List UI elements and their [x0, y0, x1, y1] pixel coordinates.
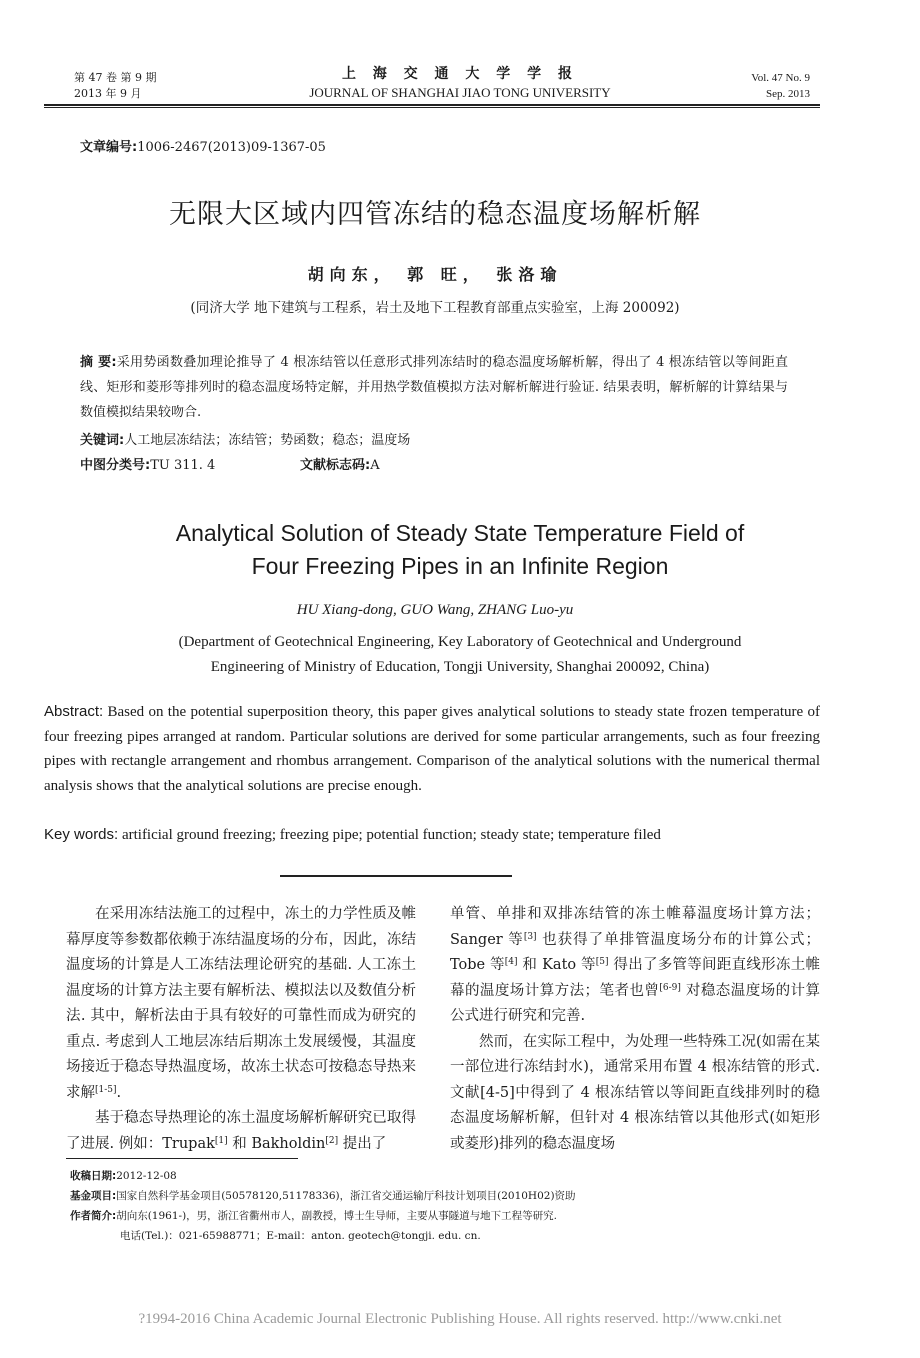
date-line: Sep. 2013 — [766, 88, 810, 100]
keywords-cn-text: 人工地层冻结法；冻结管；势函数；稳态；温度场 — [124, 433, 411, 448]
paper-title-en-line1: Analytical Solution of Steady State Temperature Field of — [175, 520, 745, 546]
citation: [3] — [523, 931, 537, 942]
received-label: 收稿日期: — [70, 1170, 117, 1182]
abstract-cn — [80, 350, 788, 425]
journal-issue-en — [751, 70, 810, 102]
article-number — [80, 136, 326, 155]
body-text: 对稳态温度场的计算公式进行研究和完善. — [450, 982, 821, 1024]
footnote-fund — [70, 1186, 820, 1206]
abstract-en-label: Abstract: — [44, 703, 104, 720]
body-text: 单管、单排和双排冻结管的冻土帷幕温度场计算方法；Sanger 等 — [450, 906, 820, 948]
citation: [1-5] — [95, 1084, 117, 1095]
keywords-cn — [80, 430, 788, 452]
fund-value: 国家自然科学基金项目(50578120,51178336)，浙江省交通运输厅科技计划项目(2010H02)资助 — [116, 1190, 576, 1202]
body-paragraph: 然而，在实际工程中，为处理一些特殊工况(如需在某一部位进行冻结封水)，通常采用布置 4 根冻结管的形式. 文献[4-5]中得到了 4 根冻结管以等间距直线排列时的稳态温度场解析解，但针对 4 根冻结管以其他形式(如矩形或菱形)排列的稳态温度场 — [450, 1033, 820, 1152]
citation: [2] — [325, 1135, 339, 1146]
body-text: 和 Kato 等 — [517, 957, 596, 973]
body-text: 得出了多管等间距直线形冻土帷幕的温度场计算方法；笔者也曾 — [450, 957, 820, 999]
body-text: . — [116, 1084, 122, 1101]
body-paragraph — [450, 902, 820, 1030]
keywords-en — [44, 826, 820, 844]
journal-issue-cn — [74, 70, 156, 102]
authors-cn: 胡向东， 郭 旺， 张洛瑜 — [307, 265, 563, 284]
keywords-en-label: Key words: — [44, 826, 119, 843]
author-bio-label: 作者简介: — [70, 1210, 117, 1222]
clc-label: 中图分类号: — [80, 458, 151, 473]
journal-title — [230, 64, 690, 101]
section-divider — [280, 875, 512, 877]
article-number-value: 1006-2467(2013)09-1367-05 — [137, 140, 326, 155]
citation: [4] — [504, 957, 518, 967]
issue-line-2: 2013 年 9 月 — [74, 87, 142, 100]
copyright-watermark: ?1994-2016 China Academic Journal Electronic Publishing House. All rights reserved. http://www.cnki.net — [138, 1311, 782, 1327]
affiliation-en — [0, 630, 920, 680]
abstract-en — [44, 700, 820, 798]
abstract-en-text: Based on the potential superposition theory, this paper gives analytical solutions to steady state frozen temperature of four freezing pipes arranged at random. Particular solutions are derived for some particular arrangements, such as four freezing pipes with rectangle arrangement and rhombus arrangement. Comparison of the analytical solutions with the numerical thermal analysis shows that the analytical solutions are precise enough. — [44, 704, 821, 794]
body-text: 也获得了单排管温度场分布的计算公式；Tobe 等 — [450, 931, 821, 973]
body-paragraph — [66, 1106, 416, 1157]
classification-row — [80, 455, 788, 477]
body-text: 和 Bakholdin — [227, 1135, 326, 1152]
paper-title-cn: 无限大区域内四管冻结的稳态温度场解析解 — [169, 199, 701, 230]
volume-line: Vol. 47 No. 9 — [751, 72, 810, 84]
header-rule — [44, 104, 820, 106]
authors-en: HU Xiang-dong, GUO Wang, ZHANG Luo-yu — [296, 602, 574, 618]
body-text: 在采用冻结法施工的过程中，冻土的力学性质及帷幕厚度等参数都依赖于冻结温度场的分布，因此，冻结温度场的计算是人工冻结法理论研究的基础. 人工冻土温度场的计算方法主要有解析法、模拟法以及数值分析法. 其中，解析法由于具有较好的可靠性而成为研究的重点. 考虑到人工地层冻结后期冻土发展缓慢，其温度场接近于稳态导热温度场，故冻土状态可按稳态导热来求解 — [66, 906, 416, 1101]
footnote-received — [70, 1166, 820, 1186]
paper-title-en-line2: Four Freezing Pipes in an Infinite Region — [251, 553, 669, 579]
journal-title-cn: 上 海 交 通 大 学 学 报 — [341, 66, 579, 82]
abstract-cn-text: 采用势函数叠加理论推导了 4 根冻结管以任意形式排列冻结时的稳态温度场解析解，得出了 4 根冻结管以等间距直线、矩形和菱形等排列时的稳态温度场特定解，并用热学数值模拟方法对解析解进行验证. 结果表明，解析解的计算结果与数值模拟结果较吻合. — [80, 355, 788, 420]
body-column-right — [450, 902, 820, 1157]
footnote-contact: 电话(Tel.)：021-65988771；E-mail：anton. geotech@tongji. edu. cn. — [120, 1230, 481, 1242]
keywords-cn-label: 关键词: — [80, 433, 125, 448]
citation: [5] — [595, 957, 609, 967]
citation: [6-9] — [659, 982, 681, 993]
affiliation-cn: (同济大学 地下建筑与工程系，岩土及地下工程教育部重点实验室，上海 200092) — [190, 300, 680, 316]
clc-value: TU 311. 4 — [150, 458, 216, 473]
header-rule-thin — [44, 107, 820, 108]
article-number-label: 文章编号: — [80, 140, 138, 155]
footnote-rule — [66, 1158, 298, 1159]
body-text: 基于稳态导热理论的冻土温度场解析解研究已取得了进展. 例如：Trupak — [66, 1110, 416, 1152]
abstract-cn-label: 摘 要: — [80, 355, 117, 370]
paper-title-en — [0, 517, 920, 583]
issue-line-1: 第 47 卷 第 9 期 — [74, 71, 157, 84]
doc-code-value: A — [370, 458, 380, 473]
fund-label: 基金项目: — [70, 1190, 117, 1202]
footnote-author — [70, 1206, 820, 1226]
footnotes — [70, 1166, 820, 1246]
affiliation-en-line2: Engineering of Ministry of Education, Tongji University, Shanghai 200092, China) — [210, 659, 710, 675]
body-paragraph — [66, 902, 416, 1106]
received-value: 2012-12-08 — [116, 1170, 177, 1182]
doc-code-label: 文献标志码: — [300, 458, 371, 473]
keywords-en-text: artificial ground freezing; freezing pipe; potential function; steady state; temperature filed — [121, 827, 661, 843]
body-column-left — [66, 902, 416, 1157]
author-bio-value: 胡向东(1961-)，男，浙江省衢州市人，副教授，博士生导师，主要从事隧道与地下工程等研究. — [116, 1210, 558, 1222]
journal-title-en: JOURNAL OF SHANGHAI JIAO TONG UNIVERSITY — [309, 85, 611, 100]
citation: [1] — [214, 1135, 228, 1146]
affiliation-en-line1: (Department of Geotechnical Engineering, Key Laboratory of Geotechnical and Underground — [178, 634, 742, 650]
body-text: 提出了 — [338, 1135, 387, 1152]
